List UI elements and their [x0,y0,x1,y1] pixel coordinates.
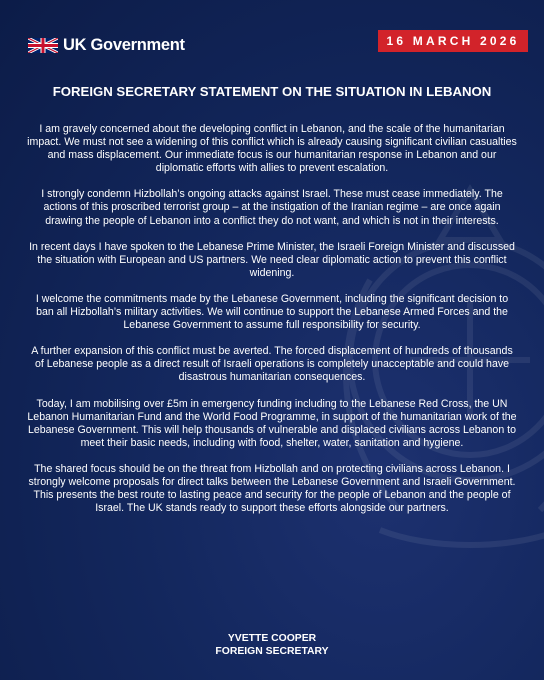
statement-paragraph: In recent days I have spoken to the Lebanese Prime Minister, the Israeli Foreign Minister and discussed the situation with European and US partners. We need clear diplomatic action to prevent this conflict widening. [29,240,515,279]
statement-paragraph: I strongly condemn Hizbollah’s ongoing attacks against Israel. These must cease immediately. The actions of this proscribed terrorist group – at the instigation of the Iranian regime – are once again drawing the people of Lebanon into a conflict they do not want, and which is not in their interests. [41,188,503,227]
signature-role: FOREIGN SECRETARY [215,646,329,657]
statement-paragraph: Today, I am mobilising over £5m in emergency funding including to the Lebanese Red Cross, the UN Lebanon Humanitarian Fund and the World Food Programme, in support of the humanitarian work of the Lebanese Government. This will help thousands of vulnerable and displaced civilians across Lebanon to meet their basic needs, including with food, shelter, water, sanitation and hygiene. [27,397,517,449]
statement-paragraph: I am gravely concerned about the developing conflict in Lebanon, and the scale of the humanitarian impact. We must not see a widening of this conflict which is already causing significant civilian casualties and mass displacement. Our immediate focus is our humanitarian response in Lebanon and our diplomatic efforts with allies to prevent escalation. [27,123,517,175]
statement-title: FOREIGN SECRETARY STATEMENT ON THE SITUATION IN LEBANON [52,84,492,99]
logo-text: UK Government [63,36,185,54]
signature-block [0,632,544,658]
statement-body [26,123,518,528]
statement-paragraph: I welcome the commitments made by the Lebanese Government, including the significant decision to ban all Hizbollah’s military activities. We will continue to support the Lebanese Armed Forces and the Lebanese Government to assume full responsibility for security. [35,292,509,332]
date-badge: 16 MARCH 2026 [378,30,528,52]
uk-government-logo [28,36,185,54]
statement-paragraph: The shared focus should be on the threat from Hizbollah and on protecting civilians across Lebanon. I strongly welcome proposals for direct talks between the Lebanese Government and Israeli Government. This presents the best route to lasting peace and security for the people of Lebanon and the people of Israel. The UK stands ready to support these efforts alongside our partners. [28,462,516,515]
header [0,0,544,62]
signature-name: YVETTE COOPER [227,633,317,644]
statement-paragraph: A further expansion of this conflict must be averted. The forced displacement of hundreds of thousands of Lebanese people as a direct result of Israeli operations is completely unacceptable and could have disastrous humanitarian consequences. [31,345,513,384]
union-flag-icon [28,37,58,54]
